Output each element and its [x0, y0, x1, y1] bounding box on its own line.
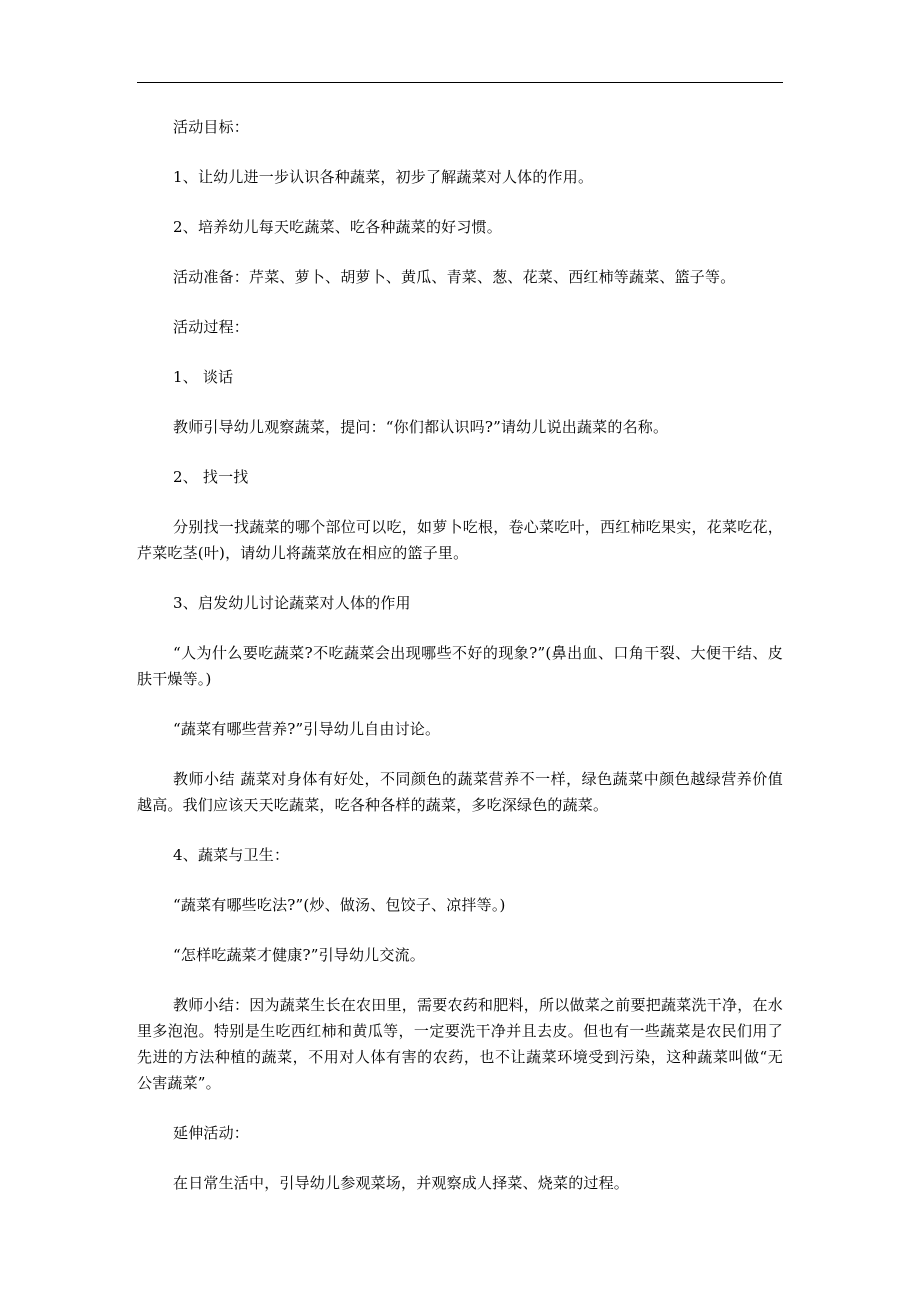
step-3-question-2: “蔬菜有哪些营养?”引导幼儿自由讨论。: [173, 720, 441, 738]
step-3-question-1: “人为什么要吃蔬菜?不吃蔬菜会出现哪些不好的现象?”(鼻出血、口角干裂、大便干结、皮肤干燥等。): [137, 644, 783, 688]
step-1-body: 教师引导幼儿观察蔬菜，提问：“你们都认识吗?”请幼儿说出蔬菜的名称。: [173, 418, 669, 436]
step-2-title: 2、 找一找: [173, 468, 249, 486]
step-4-summary: 教师小结：因为蔬菜生长在农田里，需要农药和肥料，所以做菜之前要把蔬菜洗干净，在水里多泡泡。特别是生吃西红柿和黄瓜等，一定要洗干净并且去皮。但也有一些蔬菜是农民们用了先进的方法种植的蔬菜，不用对人体有害的农药，也不让蔬菜环境受到污染，这种蔬菜叫做“无公害蔬菜”。: [137, 996, 783, 1092]
heading-activity-goals: 活动目标：: [173, 118, 250, 136]
heading-extension-activity: 延伸活动：: [173, 1124, 250, 1142]
header-rule: [137, 82, 783, 83]
goal-item-1: 1、让幼儿进一步认识各种蔬菜，初步了解蔬菜对人体的作用。: [173, 168, 594, 186]
step-3-summary: 教师小结 蔬菜对身体有好处，不同颜色的蔬菜营养不一样，绿色蔬菜中颜色越绿营养价值越高。我们应该天天吃蔬菜，吃各种各样的蔬菜，多吃深绿色的蔬菜。: [137, 770, 783, 814]
goal-item-2: 2、培养幼儿每天吃蔬菜、吃各种蔬菜的好习惯。: [173, 218, 502, 236]
document-body: [137, 114, 783, 1220]
step-1-title: 1、 谈话: [173, 368, 234, 386]
step-3-title: 3、启发幼儿讨论蔬菜对人体的作用: [173, 594, 411, 612]
step-4-question-1: “蔬菜有哪些吃法?”(炒、做汤、包饺子、凉拌等。): [173, 896, 506, 914]
step-4-question-2: “怎样吃蔬菜才健康?”引导幼儿交流。: [173, 946, 425, 964]
activity-preparation: 活动准备：芹菜、萝卜、胡萝卜、黄瓜、青菜、葱、花菜、西红柿等蔬菜、篮子等。: [173, 268, 736, 286]
step-2-body: 分别找一找蔬菜的哪个部位可以吃，如萝卜吃根，卷心菜吃叶，西红柿吃果实，花菜吃花，芹菜吃茎(叶)，请幼儿将蔬菜放在相应的篮子里。: [137, 518, 783, 562]
heading-activity-process: 活动过程：: [173, 318, 250, 336]
extension-activity-body: 在日常生活中，引导幼儿参观菜场，并观察成人择菜、烧菜的过程。: [173, 1174, 630, 1192]
step-4-title: 4、蔬菜与卫生：: [173, 846, 290, 864]
